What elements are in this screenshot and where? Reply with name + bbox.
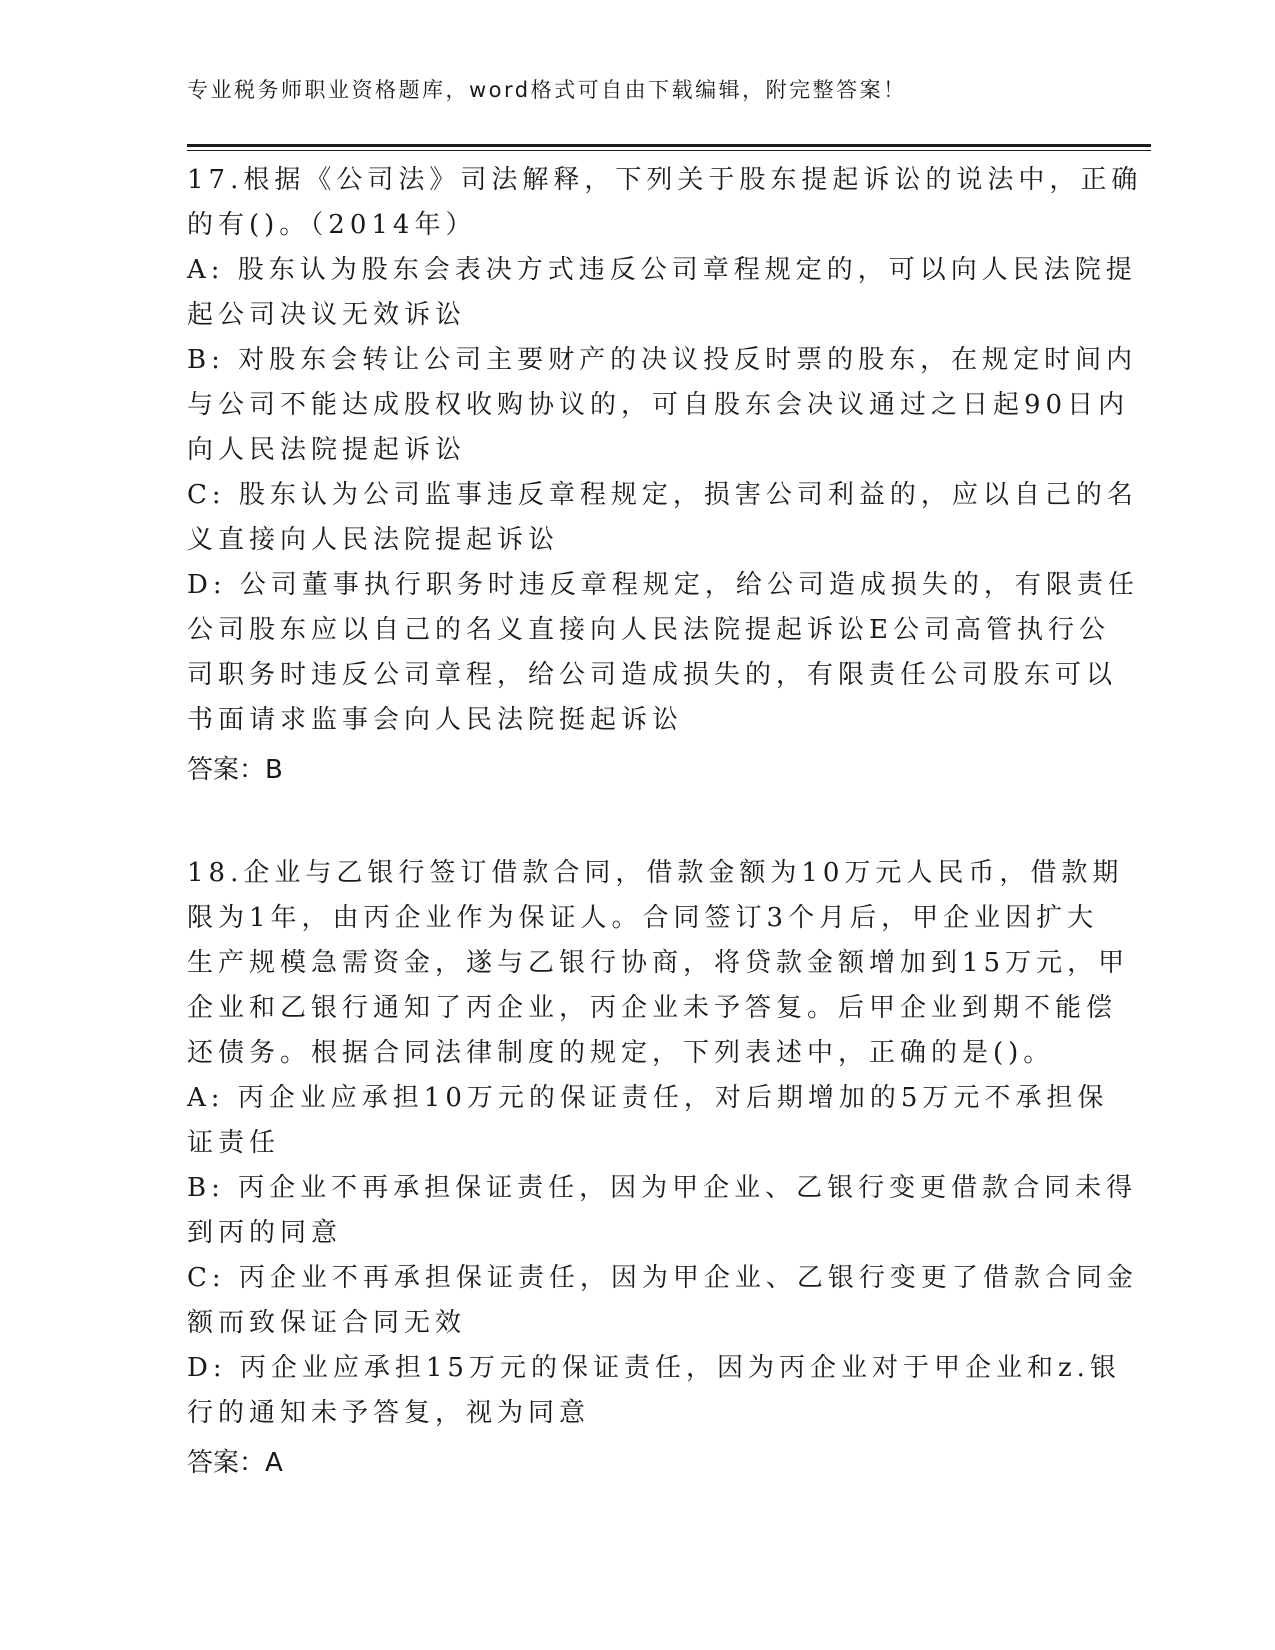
question-18-answer: 答案：A [187, 1448, 283, 1478]
question-18-option-a-cont: 证责任 [187, 1128, 281, 1158]
header-rule-thick [187, 144, 1151, 147]
question-18-line: 生产规模急需资金，遂与乙银行协商，将贷款金额增加到15万元，甲 [187, 948, 1130, 978]
question-17-option-a: A: 股东认为股东会表决方式违反公司章程规定的，可以向人民法院提 [187, 255, 1137, 285]
question-17-option-d-cont: 司职务时违反公司章程，给公司造成损失的，有限责任公司股东可以 [187, 660, 1118, 690]
question-18-option-c-cont: 额而致保证合同无效 [187, 1308, 467, 1338]
question-17-line: 的有()。（2014年） [187, 210, 477, 240]
question-18-line: 企业和乙银行通知了丙企业，丙企业未予答复。后甲企业到期不能偿 [187, 993, 1118, 1023]
question-18-option-c: C: 丙企业不再承担保证责任，因为甲企业、乙银行变更了借款合同金 [187, 1263, 1138, 1293]
question-block-18 [187, 851, 1138, 1486]
question-17-option-c-cont: 义直接向人民法院提起诉讼 [187, 525, 560, 555]
question-17-option-a-cont: 起公司决议无效诉讼 [187, 300, 467, 330]
question-17-option-b: B: 对股东会转让公司主要财产的决议投反时票的股东，在规定时间内 [187, 345, 1138, 375]
question-18-option-d-cont: 行的通知未予答复，视为同意 [187, 1398, 591, 1428]
question-17-line: 17.根据《公司法》司法解释，下列关于股东提起诉讼的说法中，正确 [187, 165, 1143, 195]
question-17-option-b-cont: 向人民法院提起诉讼 [187, 435, 467, 465]
question-18-option-a: A: 丙企业应承担10万元的保证责任，对后期增加的5万元不承担保 [187, 1083, 1109, 1113]
question-18-option-b: B: 丙企业不再承担保证责任，因为甲企业、乙银行变更借款合同未得 [187, 1173, 1138, 1203]
question-17-option-d-cont: 公司股东应以自己的名义直接向人民法院提起诉讼E公司高管执行公 [187, 615, 1110, 645]
page-header-text: 专业税务师职业资格题库，word格式可自由下载编辑，附完整答案！ [187, 78, 907, 102]
question-17-option-d: D: 公司董事执行职务时违反章程规定，给公司造成损失的，有限责任 [187, 570, 1139, 600]
header-rule-thin [187, 150, 1151, 151]
question-spacer [187, 793, 1067, 851]
question-18-line: 限为1年，由丙企业作为保证人。合同签订3个月后，甲企业因扩大 [187, 903, 1099, 933]
document-body [187, 158, 1143, 1486]
question-17-answer: 答案：B [187, 755, 283, 785]
question-block-17 [187, 158, 1143, 793]
question-18-line: 18.企业与乙银行签订借款合同，借款金额为10万元人民币，借款期 [187, 858, 1124, 888]
question-18-option-d: D: 丙企业应承担15万元的保证责任，因为丙企业对于甲企业和z.银 [187, 1353, 1121, 1383]
question-18-line: 还债务。根据合同法律制度的规定，下列表述中，正确的是()。 [187, 1038, 1055, 1068]
question-18-option-b-cont: 到丙的同意 [187, 1218, 343, 1248]
question-17-option-b-cont: 与公司不能达成股权收购协议的，可自股东会决议通过之日起90日内 [187, 390, 1130, 420]
question-17-option-c: C: 股东认为公司监事违反章程规定，损害公司利益的，应以自己的名 [187, 480, 1138, 510]
question-17-option-d-cont: 书面请求监事会向人民法院挺起诉讼 [187, 705, 684, 735]
